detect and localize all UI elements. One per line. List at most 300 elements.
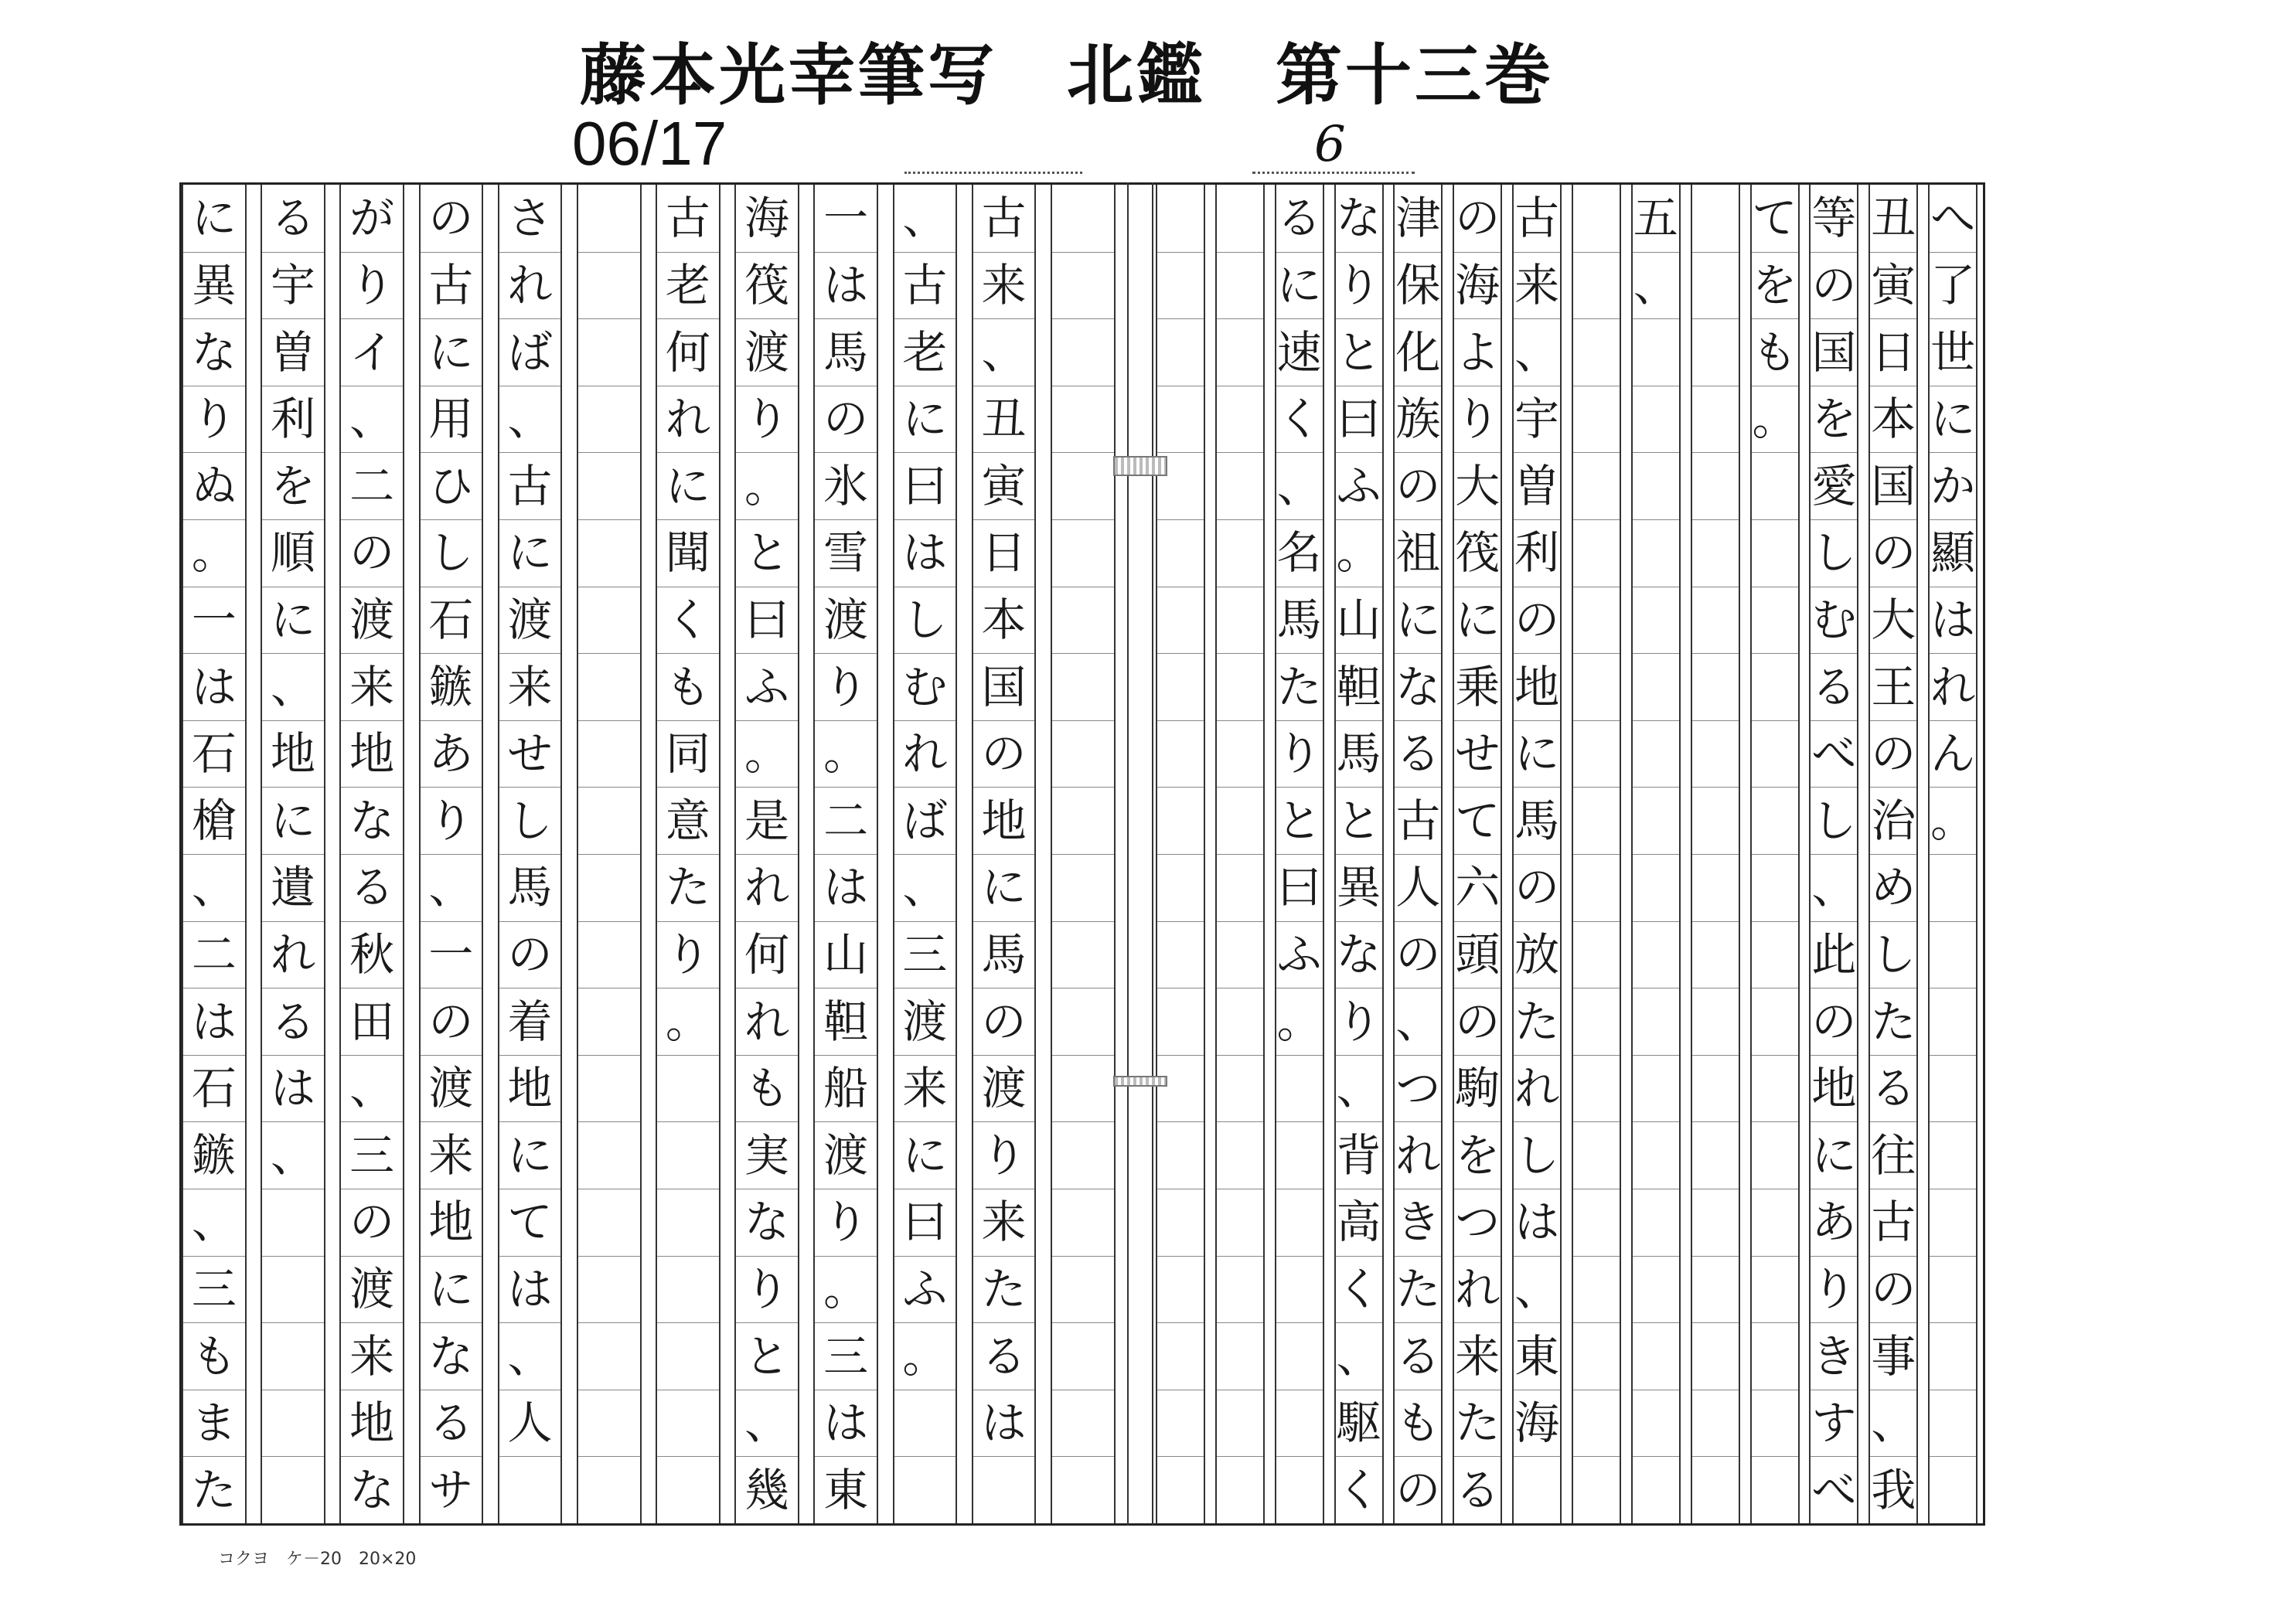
manuscript-character: に bbox=[428, 325, 474, 379]
manuscript-character: め bbox=[1871, 861, 1916, 914]
grid-row-rule bbox=[1633, 1055, 1679, 1056]
date-label: 06/17 bbox=[572, 109, 727, 178]
grid-row-rule bbox=[1276, 921, 1323, 922]
grid-row-rule bbox=[1692, 653, 1739, 654]
column-gutter-rule bbox=[640, 185, 642, 1523]
manuscript-character: 、 bbox=[1336, 1329, 1381, 1383]
manuscript-character: 海 bbox=[1455, 258, 1501, 311]
grid-row-rule bbox=[1633, 921, 1679, 922]
grid-row-rule bbox=[1870, 1121, 1916, 1122]
grid-row-rule bbox=[1752, 252, 1798, 253]
grid-row-rule bbox=[1395, 252, 1441, 253]
manuscript-character: 日 bbox=[1871, 325, 1916, 379]
manuscript-character: に bbox=[191, 192, 237, 245]
grid-row-rule bbox=[1052, 519, 1114, 520]
grid-row-rule bbox=[1930, 1322, 1976, 1323]
grid-row-rule bbox=[1514, 787, 1560, 788]
grid-row-rule bbox=[1336, 519, 1382, 520]
manuscript-character: 順 bbox=[270, 526, 315, 580]
grid-row-rule bbox=[1217, 720, 1263, 721]
grid-row-rule bbox=[421, 787, 482, 788]
manuscript-character: 石 bbox=[191, 727, 237, 781]
manuscript-character: 世 bbox=[1930, 325, 1976, 379]
grid-row-rule bbox=[1454, 318, 1501, 319]
grid-row-rule bbox=[1052, 1121, 1114, 1122]
manuscript-character: 、 bbox=[1633, 258, 1678, 311]
grid-row-rule bbox=[1276, 519, 1323, 520]
grid-row-rule bbox=[1930, 921, 1976, 922]
manuscript-character: に bbox=[507, 526, 553, 580]
manuscript-character: の bbox=[349, 1196, 395, 1249]
grid-row-rule bbox=[973, 854, 1035, 855]
manuscript-character: 実 bbox=[744, 1128, 789, 1182]
manuscript-character: 、 bbox=[1514, 325, 1560, 379]
manuscript-character: 海 bbox=[744, 192, 789, 245]
manuscript-character: 渡 bbox=[981, 1062, 1027, 1115]
manuscript-character: 宇 bbox=[270, 258, 315, 311]
grid-row-rule bbox=[1217, 252, 1263, 253]
column-gutter-rule bbox=[719, 185, 720, 1523]
grid-row-rule bbox=[657, 1055, 719, 1056]
grid-row-rule bbox=[1454, 1322, 1501, 1323]
manuscript-character: 山 bbox=[1336, 593, 1381, 646]
manuscript-character: 五 bbox=[1633, 192, 1678, 245]
grid-row-rule bbox=[1217, 1322, 1263, 1323]
manuscript-character: 。 bbox=[823, 1262, 869, 1315]
manuscript-character: 古 bbox=[665, 192, 710, 245]
grid-row-rule bbox=[894, 452, 956, 453]
manuscript-character: 人 bbox=[507, 1397, 553, 1450]
grid-row-rule bbox=[1052, 1456, 1114, 1457]
grid-row-rule bbox=[1514, 653, 1560, 654]
grid-row-rule bbox=[183, 1456, 245, 1457]
manuscript-character: 、 bbox=[507, 393, 553, 446]
manuscript-character: れ bbox=[744, 995, 789, 1048]
grid-row-rule bbox=[973, 1121, 1035, 1122]
manuscript-character: に bbox=[981, 861, 1027, 914]
grid-row-rule bbox=[421, 1256, 482, 1257]
manuscript-character: の bbox=[1871, 1262, 1916, 1315]
grid-row-rule bbox=[973, 1055, 1035, 1056]
grid-row-rule bbox=[1633, 854, 1679, 855]
manuscript-character: ん bbox=[1930, 727, 1976, 781]
manuscript-character: の bbox=[428, 192, 474, 245]
grid-row-rule bbox=[1454, 1456, 1501, 1457]
manuscript-character: も bbox=[1752, 325, 1797, 379]
grid-row-rule bbox=[1870, 1256, 1916, 1257]
manuscript-character: し bbox=[507, 794, 553, 847]
manuscript-character: の bbox=[349, 526, 395, 580]
grid-row-rule bbox=[499, 1256, 561, 1257]
grid-row-rule bbox=[1157, 854, 1204, 855]
manuscript-character: の bbox=[1395, 459, 1441, 512]
manuscript-character: 来 bbox=[902, 1062, 948, 1115]
grid-row-rule bbox=[1692, 519, 1739, 520]
manuscript-character: 本 bbox=[1871, 393, 1916, 446]
grid-row-rule bbox=[183, 854, 245, 855]
manuscript-character: 地 bbox=[428, 1196, 474, 1249]
manuscript-column bbox=[1750, 185, 1810, 1523]
grid-row-rule bbox=[1395, 1456, 1441, 1457]
manuscript-character: 石 bbox=[428, 593, 474, 646]
manuscript-character: 田 bbox=[349, 995, 395, 1048]
grid-row-rule bbox=[1752, 1121, 1798, 1122]
manuscript-character: 背 bbox=[1336, 1128, 1381, 1182]
manuscript-character: せ bbox=[507, 727, 553, 781]
manuscript-character: ふ bbox=[744, 660, 789, 713]
grid-row-rule bbox=[1157, 720, 1204, 721]
grid-row-rule bbox=[1930, 452, 1976, 453]
manuscript-column bbox=[261, 185, 339, 1523]
grid-row-rule bbox=[815, 1456, 877, 1457]
manuscript-character: 鏃 bbox=[428, 660, 474, 713]
grid-row-rule bbox=[1395, 1256, 1441, 1257]
grid-row-rule bbox=[1811, 519, 1857, 520]
manuscript-character: 利 bbox=[1514, 526, 1560, 580]
grid-row-rule bbox=[1692, 252, 1739, 253]
manuscript-character: 宇 bbox=[1514, 393, 1560, 446]
column-gutter-rule bbox=[1114, 185, 1116, 1523]
grid-row-rule bbox=[657, 653, 719, 654]
grid-row-rule bbox=[1454, 519, 1501, 520]
manuscript-character: 何 bbox=[744, 927, 789, 981]
manuscript-character: り bbox=[823, 1196, 869, 1249]
grid-row-rule bbox=[1454, 653, 1501, 654]
grid-row-rule bbox=[1930, 1055, 1976, 1056]
manuscript-character: く bbox=[665, 593, 710, 646]
grid-row-rule bbox=[1157, 1121, 1204, 1122]
grid-row-rule bbox=[578, 720, 640, 721]
grid-row-rule bbox=[341, 1456, 403, 1457]
manuscript-character: て bbox=[1752, 192, 1797, 245]
manuscript-character: に bbox=[270, 794, 315, 847]
manuscript-character: 国 bbox=[1811, 325, 1857, 379]
column-gutter-rule bbox=[1323, 185, 1324, 1523]
manuscript-column bbox=[498, 185, 577, 1523]
manuscript-sheet bbox=[179, 182, 1985, 1526]
grid-row-rule bbox=[815, 452, 877, 453]
manuscript-character: 二 bbox=[823, 794, 869, 847]
manuscript-character: 王 bbox=[1871, 660, 1916, 713]
manuscript-character: 三 bbox=[902, 927, 948, 981]
grid-row-rule bbox=[973, 519, 1035, 520]
grid-row-rule bbox=[736, 720, 798, 721]
column-gutter-rule bbox=[1263, 185, 1265, 1523]
manuscript-character: 地 bbox=[270, 727, 315, 781]
grid-row-rule bbox=[1395, 1121, 1441, 1122]
grid-row-rule bbox=[815, 854, 877, 855]
manuscript-character: ふ bbox=[902, 1262, 948, 1315]
grid-row-rule bbox=[1395, 1055, 1441, 1056]
grid-row-rule bbox=[815, 921, 877, 922]
grid-row-rule bbox=[1930, 1256, 1976, 1257]
manuscript-character: 丑 bbox=[1871, 192, 1916, 245]
grid-row-rule bbox=[1692, 921, 1739, 922]
grid-row-rule bbox=[421, 1121, 482, 1122]
manuscript-character: る bbox=[1811, 660, 1857, 713]
manuscript-character: 渡 bbox=[428, 1062, 474, 1115]
grid-row-rule bbox=[736, 653, 798, 654]
grid-row-rule bbox=[1514, 1055, 1560, 1056]
column-gutter-rule bbox=[1976, 185, 1977, 1523]
grid-row-rule bbox=[1454, 452, 1501, 453]
manuscript-character: 大 bbox=[1871, 593, 1916, 646]
manuscript-character: 国 bbox=[1871, 459, 1916, 512]
grid-row-rule bbox=[499, 1456, 561, 1457]
grid-row-rule bbox=[578, 1055, 640, 1056]
grid-row-rule bbox=[1052, 1256, 1114, 1257]
grid-row-rule bbox=[578, 653, 640, 654]
manuscript-character: と bbox=[1336, 794, 1381, 847]
grid-row-rule bbox=[183, 1256, 245, 1257]
manuscript-character: 古 bbox=[507, 459, 553, 512]
grid-row-rule bbox=[1514, 921, 1560, 922]
manuscript-character: く bbox=[1276, 393, 1322, 446]
grid-row-rule bbox=[1811, 854, 1857, 855]
grid-row-rule bbox=[1573, 1121, 1620, 1122]
manuscript-character: 曰 bbox=[902, 1196, 948, 1249]
manuscript-character: は bbox=[191, 660, 237, 713]
grid-row-rule bbox=[1395, 921, 1441, 922]
manuscript-character: 氷 bbox=[823, 459, 869, 512]
grid-row-rule bbox=[657, 1256, 719, 1257]
grid-row-rule bbox=[1052, 787, 1114, 788]
manuscript-character: な bbox=[428, 1329, 474, 1383]
grid-row-rule bbox=[183, 921, 245, 922]
column-gutter-rule bbox=[1798, 185, 1800, 1523]
manuscript-character: な bbox=[1336, 927, 1381, 981]
grid-row-rule bbox=[1573, 1256, 1620, 1257]
manuscript-character: 筏 bbox=[744, 258, 789, 311]
manuscript-character: 古 bbox=[1514, 192, 1560, 245]
right-page-grid bbox=[1156, 185, 1988, 1523]
column-gutter-rule bbox=[324, 185, 325, 1523]
grid-row-rule bbox=[499, 519, 561, 520]
manuscript-column bbox=[734, 185, 813, 1523]
manuscript-character: が bbox=[349, 192, 395, 245]
manuscript-character: 大 bbox=[1455, 459, 1501, 512]
manuscript-character: 我 bbox=[1871, 1463, 1916, 1516]
manuscript-character: 靼 bbox=[1336, 660, 1381, 713]
grid-row-rule bbox=[1336, 1256, 1382, 1257]
grid-row-rule bbox=[1633, 1256, 1679, 1257]
manuscript-character: さ bbox=[507, 192, 553, 245]
manuscript-character: 異 bbox=[1336, 861, 1381, 914]
grid-row-rule bbox=[1276, 318, 1323, 319]
manuscript-character: は bbox=[191, 995, 237, 1048]
manuscript-character: 古 bbox=[902, 258, 948, 311]
grid-row-rule bbox=[1573, 653, 1620, 654]
grid-row-rule bbox=[499, 452, 561, 453]
grid-row-rule bbox=[1811, 252, 1857, 253]
grid-row-rule bbox=[657, 720, 719, 721]
manuscript-character: 国 bbox=[981, 660, 1027, 713]
column-gutter-rule bbox=[1916, 185, 1918, 1523]
manuscript-character: 山 bbox=[823, 927, 869, 981]
manuscript-character: 同 bbox=[665, 727, 710, 781]
manuscript-character: は bbox=[823, 258, 869, 311]
manuscript-character: 此 bbox=[1811, 927, 1857, 981]
grid-row-rule bbox=[1336, 318, 1382, 319]
manuscript-character: 曽 bbox=[1514, 459, 1560, 512]
grid-row-rule bbox=[183, 318, 245, 319]
manuscript-character: て bbox=[1455, 794, 1501, 847]
manuscript-character: り bbox=[665, 927, 710, 981]
grid-row-rule bbox=[657, 519, 719, 520]
grid-row-rule bbox=[657, 1456, 719, 1457]
grid-row-rule bbox=[421, 720, 482, 721]
grid-row-rule bbox=[578, 787, 640, 788]
grid-row-rule bbox=[341, 252, 403, 253]
manuscript-column bbox=[1809, 185, 1868, 1523]
manuscript-character: れ bbox=[1930, 660, 1976, 713]
manuscript-character: き bbox=[1395, 1196, 1441, 1249]
grid-row-rule bbox=[578, 252, 640, 253]
manuscript-character: は bbox=[1930, 593, 1976, 646]
manuscript-character: 渡 bbox=[349, 1262, 395, 1315]
grid-row-rule bbox=[894, 787, 956, 788]
grid-row-rule bbox=[183, 653, 245, 654]
manuscript-character: 高 bbox=[1336, 1196, 1381, 1249]
grid-row-rule bbox=[894, 1256, 956, 1257]
manuscript-column bbox=[656, 185, 734, 1523]
grid-row-rule bbox=[1633, 318, 1679, 319]
grid-row-rule bbox=[657, 854, 719, 855]
manuscript-character: 、 bbox=[1514, 1262, 1560, 1315]
column-gutter-rule bbox=[956, 185, 957, 1523]
grid-row-rule bbox=[1930, 720, 1976, 721]
grid-row-rule bbox=[421, 1055, 482, 1056]
grid-row-rule bbox=[1395, 720, 1441, 721]
column-gutter-rule bbox=[877, 185, 878, 1523]
grid-row-rule bbox=[736, 921, 798, 922]
grid-row-rule bbox=[1276, 1456, 1323, 1457]
manuscript-character: る bbox=[981, 1329, 1027, 1383]
manuscript-column bbox=[1631, 185, 1691, 1523]
manuscript-character: べ bbox=[1811, 727, 1857, 781]
binding-mark-top bbox=[1113, 456, 1167, 476]
grid-row-rule bbox=[1633, 1456, 1679, 1457]
grid-row-rule bbox=[1336, 1322, 1382, 1323]
manuscript-character: 往 bbox=[1871, 1128, 1916, 1182]
grid-row-rule bbox=[1692, 1256, 1739, 1257]
grid-row-rule bbox=[262, 1322, 324, 1323]
manuscript-character: た bbox=[981, 1262, 1027, 1315]
grid-row-rule bbox=[1514, 318, 1560, 319]
manuscript-column bbox=[1215, 185, 1275, 1523]
column-gutter-rule bbox=[245, 185, 247, 1523]
grid-row-rule bbox=[1514, 1121, 1560, 1122]
manuscript-character: 曰 bbox=[1336, 393, 1381, 446]
manuscript-column bbox=[419, 185, 498, 1523]
grid-row-rule bbox=[1157, 1322, 1204, 1323]
manuscript-character: 、 bbox=[1871, 1397, 1916, 1450]
grid-row-rule bbox=[1514, 519, 1560, 520]
grid-row-rule bbox=[1276, 854, 1323, 855]
grid-row-rule bbox=[1633, 452, 1679, 453]
manuscript-character: の bbox=[1514, 593, 1560, 646]
grid-row-rule bbox=[973, 921, 1035, 922]
grid-row-rule bbox=[1336, 1456, 1382, 1457]
grid-row-rule bbox=[262, 252, 324, 253]
manuscript-character: 東 bbox=[1514, 1329, 1560, 1383]
manuscript-character: へ bbox=[1930, 192, 1976, 245]
grid-row-rule bbox=[736, 519, 798, 520]
manuscript-character: 靼 bbox=[823, 995, 869, 1048]
manuscript-character: は bbox=[823, 1397, 869, 1450]
manuscript-character: く bbox=[1336, 1463, 1381, 1516]
manuscript-character: に bbox=[1395, 593, 1441, 646]
manuscript-column bbox=[1275, 185, 1334, 1523]
grid-row-rule bbox=[1752, 1456, 1798, 1457]
manuscript-character: に bbox=[1276, 258, 1322, 311]
manuscript-character: 来 bbox=[1455, 1329, 1501, 1383]
grid-row-rule bbox=[1692, 1055, 1739, 1056]
manuscript-character: れ bbox=[270, 927, 315, 981]
grid-row-rule bbox=[341, 318, 403, 319]
manuscript-character: よ bbox=[1455, 325, 1501, 379]
grid-row-rule bbox=[894, 720, 956, 721]
manuscript-character: 雪 bbox=[823, 526, 869, 580]
grid-row-rule bbox=[183, 1055, 245, 1056]
manuscript-character: た bbox=[1395, 1262, 1441, 1315]
grid-row-rule bbox=[1870, 1055, 1916, 1056]
grid-row-rule bbox=[578, 854, 640, 855]
manuscript-character: ば bbox=[902, 794, 948, 847]
manuscript-character: 幾 bbox=[744, 1463, 789, 1516]
grid-row-rule bbox=[578, 921, 640, 922]
grid-row-rule bbox=[894, 519, 956, 520]
manuscript-character: 是 bbox=[744, 794, 789, 847]
manuscript-character: を bbox=[1752, 258, 1797, 311]
grid-row-rule bbox=[183, 1121, 245, 1122]
manuscript-character: 異 bbox=[191, 258, 237, 311]
grid-row-rule bbox=[1811, 452, 1857, 453]
grid-row-rule bbox=[894, 252, 956, 253]
manuscript-character: 馬 bbox=[1514, 794, 1560, 847]
manuscript-character: 古 bbox=[428, 258, 474, 311]
manuscript-character: 頭 bbox=[1455, 927, 1501, 981]
manuscript-character: サ bbox=[428, 1463, 474, 1516]
manuscript-character: 来 bbox=[349, 1329, 395, 1383]
manuscript-character: 。 bbox=[1336, 526, 1381, 580]
grid-row-rule bbox=[973, 1256, 1035, 1257]
manuscript-character: 馬 bbox=[1276, 593, 1322, 646]
manuscript-column bbox=[1928, 185, 1988, 1523]
paper-brand-footer: コクヨ ケ－20 20×20 bbox=[218, 1550, 417, 1569]
grid-row-rule bbox=[262, 1256, 324, 1257]
grid-row-rule bbox=[1336, 720, 1382, 721]
grid-row-rule bbox=[1633, 1322, 1679, 1323]
manuscript-character: 地 bbox=[349, 727, 395, 781]
manuscript-character: ふ bbox=[1276, 927, 1322, 981]
page-title: 藤本光幸筆写 北鑑 第十三巻 bbox=[580, 37, 1554, 114]
grid-row-rule bbox=[183, 1322, 245, 1323]
manuscript-character: 人 bbox=[1395, 861, 1441, 914]
manuscript-character: 海 bbox=[1514, 1397, 1560, 1450]
grid-row-rule bbox=[1811, 1322, 1857, 1323]
manuscript-character: る bbox=[1395, 1329, 1441, 1383]
grid-row-rule bbox=[736, 252, 798, 253]
manuscript-character: 放 bbox=[1514, 927, 1560, 981]
manuscript-character: 等 bbox=[1811, 192, 1857, 245]
grid-row-rule bbox=[1692, 787, 1739, 788]
grid-row-rule bbox=[1692, 452, 1739, 453]
manuscript-character: 、 bbox=[507, 1329, 553, 1383]
grid-row-rule bbox=[1870, 720, 1916, 721]
manuscript-character: の bbox=[1395, 927, 1441, 981]
manuscript-character: つ bbox=[1455, 1196, 1501, 1249]
